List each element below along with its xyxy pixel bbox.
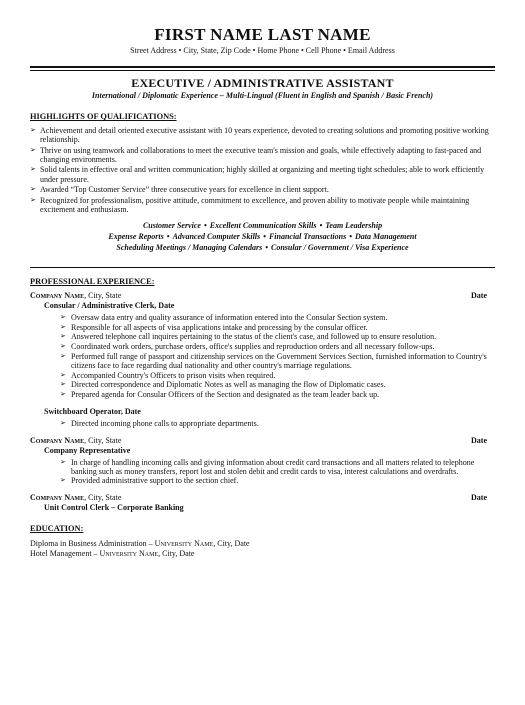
highlight-text: Awarded “Top Customer Service” three consecutive years for excellence in client support.: [40, 185, 329, 195]
arrow-bullet-icon: ➢: [60, 342, 66, 351]
skill-item: Financial Transactions: [268, 232, 347, 242]
skill-item: Expense Reports: [108, 232, 164, 242]
job-company-line: [30, 436, 121, 446]
skill-item: Consular / Government / Visa Experience: [271, 243, 409, 253]
skills-row: [30, 242, 495, 253]
duties-list: [30, 458, 495, 486]
highlight-item: [30, 126, 495, 144]
header-rule-thin: [30, 70, 495, 71]
arrow-bullet-icon: ➢: [60, 351, 66, 360]
role-title: Company Representative: [44, 445, 131, 455]
education-section-title: EDUCATION:: [30, 523, 84, 533]
duty-item: [60, 323, 495, 332]
role-title: Unit Control Clerk – Corporate Banking: [44, 502, 184, 512]
duty-item: [60, 342, 495, 351]
education-item: [30, 539, 495, 549]
highlight-text: Thrive on using teamwork and collaborations to meet the executive team's mission and goals, while effectively adapting to fast-paced and changing environments.: [40, 145, 482, 164]
job-company-line: [30, 493, 121, 503]
skill-item: Customer Service: [142, 221, 201, 231]
company-name: Company Name: [30, 492, 85, 502]
arrow-bullet-icon: ➢: [60, 476, 66, 485]
highlight-item: [30, 185, 495, 194]
duty-text: Performed full range of passport and citizenship services on the Government Services Section, furnished information to Country's citizens face to face regarding dual nationality and other country's marriage regulations.: [71, 351, 487, 371]
duty-text: Directed incoming phone calls to appropriate departments.: [71, 419, 259, 429]
skills-row: [30, 231, 495, 242]
skill-item: Team Leadership: [325, 221, 383, 231]
duty-text: Prepared agenda for Consular Officers of the Section and designated as the team leader back up.: [71, 390, 380, 400]
skill-item: Excellent Communication Skills: [209, 221, 317, 231]
arrow-bullet-icon: ➢: [60, 370, 66, 379]
duty-item: [60, 380, 495, 389]
arrow-bullet-icon: ➢: [60, 419, 66, 428]
highlight-item: [30, 196, 495, 214]
highlight-text: Recognized for professionalism, positive attitude, commitment to excellence, and proven ability to motivate people while maintaining excitement and enthusiasm.: [40, 195, 470, 214]
job-date: Date: [471, 435, 487, 445]
arrow-bullet-icon: ➢: [60, 322, 66, 331]
arrow-bullet-icon: ➢: [60, 380, 66, 389]
highlight-text: Achievement and detail oriented executive assistant with 10 years experience, devoted to creating solutions and promoting positive working relationship.: [40, 126, 489, 145]
duty-text: Coordinated work orders, purchase orders, office's supplies and reproduction orders and all necessary follow-ups.: [71, 342, 435, 352]
skill-item: Advanced Computer Skills: [172, 232, 261, 242]
school-location: , City, Date: [213, 538, 250, 548]
skill-separator: •: [319, 221, 323, 231]
skill-separator: •: [203, 221, 207, 231]
duty-item: [60, 313, 495, 322]
duty-text: Provided administrative support to the section chief.: [71, 476, 239, 486]
duty-item: [60, 476, 495, 485]
arrow-bullet-icon: ➢: [30, 126, 36, 134]
skill-item: Data Management: [355, 232, 417, 242]
job-header: [30, 436, 495, 446]
experience-list: [30, 291, 495, 513]
highlight-item: [30, 165, 495, 183]
company-name: Company Name: [30, 435, 85, 445]
degree: Hotel Management –: [30, 548, 100, 558]
contact-line: Street Address • City, State, Zip Code • Home Phone • Cell Phone • Email Address: [130, 46, 395, 55]
degree: Diploma in Business Administration –: [30, 538, 155, 548]
resume-page: [0, 26, 525, 705]
duty-text: Oversaw data entry and quality assurance of information entered into the Consular Section system.: [71, 313, 388, 323]
skill-separator: •: [166, 232, 170, 242]
skill-item: Scheduling Meetings / Managing Calendars: [116, 243, 263, 253]
duty-text: Accompanied Country's Officers to prison visits when required.: [71, 370, 276, 380]
duty-item: [60, 371, 495, 380]
job-company-line: [30, 291, 121, 301]
header-rule-thick: [30, 66, 495, 68]
section-divider: [30, 267, 495, 268]
job-header: [30, 493, 495, 503]
arrow-bullet-icon: ➢: [60, 390, 66, 399]
skills-block: [30, 220, 495, 253]
arrow-bullet-icon: ➢: [60, 313, 66, 322]
company-location: , City, State: [84, 492, 122, 502]
skill-separator: •: [265, 243, 269, 253]
arrow-bullet-icon: ➢: [30, 195, 36, 204]
duty-item: [60, 419, 495, 428]
skills-row: [30, 220, 495, 231]
school-location: , City, Date: [158, 548, 195, 558]
duty-item: [60, 458, 495, 476]
role-title: Switchboard Operator, Date: [44, 407, 141, 417]
job-date: Date: [471, 492, 487, 502]
skill-separator: •: [263, 232, 266, 242]
arrow-bullet-icon: ➢: [60, 332, 66, 341]
highlight-text: Solid talents in effective oral and written communication; highly skilled at organizing and meeting tight schedules; able to work efficiently under pressure.: [40, 165, 485, 184]
job-header: [30, 291, 495, 301]
company-location: , City, State: [84, 435, 122, 445]
highlights-section-title: HIGHLIGHTS OF QUALIFICATIONS:: [30, 112, 177, 121]
company-name: Company Name: [30, 291, 85, 301]
education-list: [30, 539, 495, 559]
school-name: University Name: [99, 548, 159, 558]
duty-text: Directed correspondence and Diplomatic Notes as well as managing the flow of Diplomatic cases.: [71, 380, 386, 390]
job-date: Date: [471, 291, 487, 301]
highlight-item: [30, 146, 495, 164]
duty-item: [60, 390, 495, 399]
duty-text: Responsible for all aspects of visa applications intake and processing by the consular officer.: [71, 322, 368, 332]
candidate-name: FIRST NAME LAST NAME: [154, 25, 371, 44]
arrow-bullet-icon: ➢: [30, 185, 36, 194]
arrow-bullet-icon: ➢: [30, 165, 36, 174]
experience-section-title: PROFESSIONAL EXPERIENCE:: [30, 277, 155, 287]
arrow-bullet-icon: ➢: [60, 457, 66, 466]
education-item: [30, 549, 495, 559]
highlights-list: [30, 126, 495, 214]
duty-item: [60, 332, 495, 341]
arrow-bullet-icon: ➢: [30, 145, 36, 154]
role-title: Consular / Administrative Clerk, Date: [44, 301, 175, 311]
skill-separator: •: [349, 232, 353, 242]
duty-text: In charge of handling incoming calls and giving information about credit card transactions and all matters related to telephone banking such as money transfers, report lost and stolen debit and credit cards to visa, interest calculations and overdrafts.: [71, 457, 475, 476]
headline-subtitle: International / Diplomatic Experience – Multi-Lingual (Fluent in English and Spanish / Basic French): [91, 91, 434, 100]
duty-item: [60, 352, 495, 370]
headline-title: EXECUTIVE / ADMINISTRATIVE ASSISTANT: [131, 76, 394, 90]
school-name: University Name: [154, 538, 214, 548]
duties-list: [30, 419, 495, 428]
duties-list: [30, 313, 495, 399]
duty-text: Answered telephone call inquires pertaining to the status of the client's case, and followed up to ensure resolution.: [71, 332, 437, 342]
company-location: , City, State: [84, 291, 122, 301]
